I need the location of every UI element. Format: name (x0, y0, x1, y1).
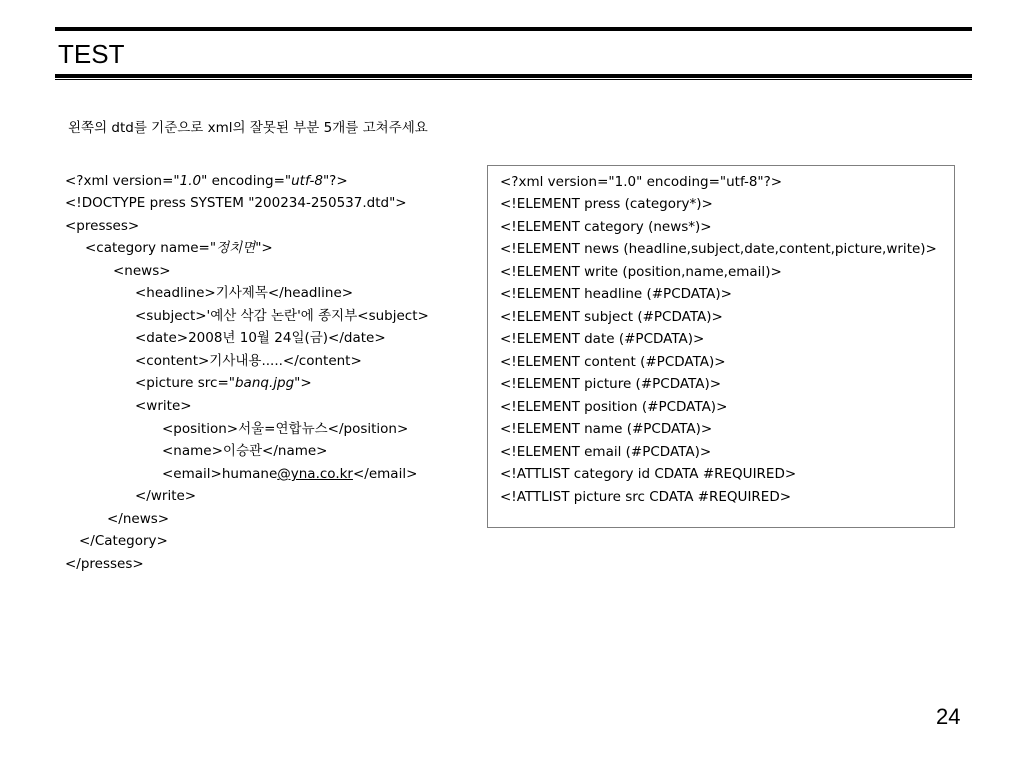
header-rule-bottom-thick (55, 74, 972, 78)
dtd-line: <!ELEMENT email (#PCDATA)> (500, 444, 712, 460)
xml-encoding-value: "utf-8" (284, 173, 330, 189)
xml-line-write-open: <write> (135, 398, 192, 414)
xml-text: > (300, 375, 312, 391)
dtd-line: <!ELEMENT name (#PCDATA)> (500, 421, 713, 437)
xml-line-headline: <headline>기사제목</headline> (135, 285, 354, 301)
xml-line-category-close: </Category> (79, 533, 168, 549)
dtd-line: <!ATTLIST category id CDATA #REQUIRED> (500, 466, 797, 482)
xml-line-content: <content>기사내용.....</content> (135, 353, 362, 369)
xml-line-position: <position>서울=연합뉴스</position> (162, 421, 409, 437)
dtd-line: <!ELEMENT picture (#PCDATA)> (500, 376, 722, 392)
dtd-line: <!ELEMENT date (#PCDATA)> (500, 331, 705, 347)
dtd-line: <!ELEMENT write (position,name,email)> (500, 264, 782, 280)
header-rule-top (55, 27, 972, 31)
instruction-text: 왼쪽의 dtd를 기준으로 xml의 잘못된 부분 5개를 고쳐주세요 (68, 120, 428, 136)
header-rule-bottom-thin (55, 79, 972, 80)
xml-text: </email> (352, 466, 418, 482)
xml-text: <category name= (85, 240, 210, 256)
xml-line-email (65, 463, 417, 485)
dtd-line: <!ELEMENT content (#PCDATA)> (500, 354, 726, 370)
xml-line-name: <name>이승관</name> (162, 443, 328, 459)
dtd-line: <?xml version="1.0" encoding="utf-8"?> (500, 174, 783, 190)
slide-title: TEST (58, 39, 125, 69)
dtd-line: <!ELEMENT news (headline,subject,date,content,picture,write)> (500, 241, 937, 257)
xml-text: ?> (329, 173, 348, 189)
xml-text: <email>humane (162, 466, 278, 482)
dtd-line: <!ELEMENT headline (#PCDATA)> (500, 286, 732, 302)
xml-text: <picture src= (135, 375, 229, 391)
xml-text: encoding= (207, 173, 285, 189)
dtd-line: <!ELEMENT category (news*)> (500, 219, 712, 235)
xml-line-doctype: <!DOCTYPE press SYSTEM "200234-250537.dtd"> (65, 195, 407, 211)
xml-picture-src-value: "banq.jpg" (228, 375, 301, 391)
dtd-box (487, 165, 955, 528)
xml-line-presses-open: <presses> (65, 218, 140, 234)
dtd-line: <!ATTLIST picture src CDATA #REQUIRED> (500, 489, 792, 505)
xml-line-picture (65, 372, 312, 394)
xml-text: <?xml version= (65, 173, 174, 189)
xml-line-news-open: <news> (113, 263, 171, 279)
xml-line-declaration (65, 170, 348, 192)
xml-line-news-close: </news> (107, 511, 170, 527)
xml-category-name-value: "정치면" (209, 240, 262, 256)
xml-line-subject: <subject>'예산 삭감 논란'에 종지부<subject> (135, 308, 429, 324)
email-link[interactable]: @yna.co.kr (277, 466, 353, 482)
dtd-line: <!ELEMENT position (#PCDATA)> (500, 399, 728, 415)
xml-line-presses-close: </presses> (65, 556, 144, 572)
page-number: 24 (936, 704, 961, 729)
dtd-line: <!ELEMENT subject (#PCDATA)> (500, 309, 723, 325)
xml-line-category-open (65, 237, 273, 259)
xml-line-write-close: </write> (135, 488, 197, 504)
xml-version-value: "1.0" (173, 173, 208, 189)
dtd-line: <!ELEMENT press (category*)> (500, 196, 713, 212)
xml-line-date: <date>2008년 10월 24일(금)</date> (135, 330, 386, 346)
xml-text: > (261, 240, 273, 256)
